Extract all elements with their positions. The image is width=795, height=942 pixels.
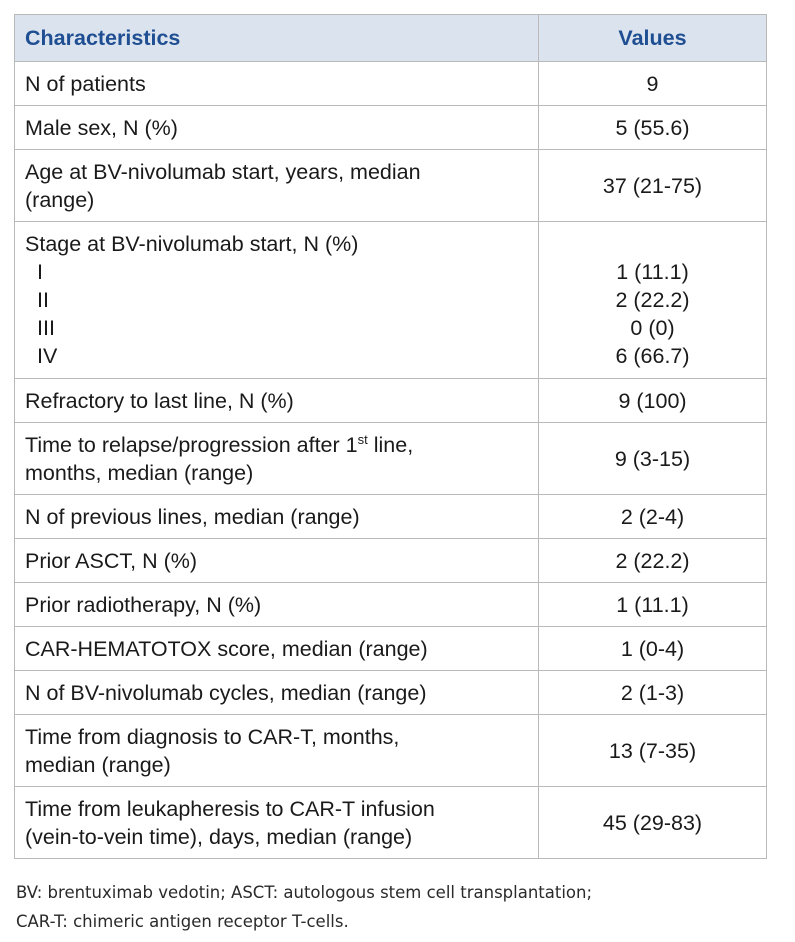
row-value: 1 (0-4) xyxy=(539,627,767,671)
table-row xyxy=(15,715,767,787)
stage-iii-value: 0 (0) xyxy=(630,316,675,340)
footnote-line: CAR-T: chimeric antigen receptor T-cells. xyxy=(16,912,349,931)
stage-value-spacer xyxy=(549,230,756,258)
row-label: CAR-HEMATOTOX score, median (range) xyxy=(15,627,539,671)
table-row xyxy=(15,62,767,106)
header-values: Values xyxy=(539,15,767,62)
row-value xyxy=(539,222,767,379)
row-value: 9 (100) xyxy=(539,379,767,423)
stage-title: Stage at BV-nivolumab start, N (%) xyxy=(25,232,359,256)
table-row xyxy=(15,627,767,671)
row-label-text: Time to relapse/progression after 1 xyxy=(25,432,358,457)
superscript: st xyxy=(357,431,368,447)
row-value: 2 (22.2) xyxy=(539,539,767,583)
row-label xyxy=(15,423,539,495)
row-label xyxy=(15,787,539,859)
stage-iii-label: III xyxy=(37,316,55,340)
row-label-line xyxy=(25,431,528,459)
row-label: Male sex, N (%) xyxy=(15,106,539,150)
table-header-row xyxy=(15,15,767,62)
table-footnote xyxy=(16,878,781,936)
row-label-text: line, xyxy=(367,432,414,457)
row-value: 1 (11.1) xyxy=(539,583,767,627)
table-row xyxy=(15,379,767,423)
row-label xyxy=(15,715,539,787)
row-value: 9 (3-15) xyxy=(539,423,767,495)
stage-i-label: I xyxy=(37,260,43,284)
table-row xyxy=(15,150,767,222)
header-characteristics: Characteristics xyxy=(15,15,539,62)
row-label: Refractory to last line, N (%) xyxy=(15,379,539,423)
row-label xyxy=(15,222,539,379)
footnote-line: BV: brentuximab vedotin; ASCT: autologous stem cell transplantation; xyxy=(16,883,593,902)
stage-ii-label: II xyxy=(37,288,49,312)
table-row xyxy=(15,495,767,539)
stage-iv-value: 6 (66.7) xyxy=(615,344,690,368)
row-value: 13 (7-35) xyxy=(539,715,767,787)
row-value: 2 (2-4) xyxy=(539,495,767,539)
row-label-line: Time from diagnosis to CAR-T, months, xyxy=(25,724,400,749)
stage-iv-label: IV xyxy=(37,344,58,368)
row-label-line: Age at BV-nivolumab start, years, median xyxy=(25,159,421,184)
row-label: N of previous lines, median (range) xyxy=(15,495,539,539)
table-row xyxy=(15,539,767,583)
row-label: N of patients xyxy=(15,62,539,106)
row-label xyxy=(15,150,539,222)
row-label: Prior ASCT, N (%) xyxy=(15,539,539,583)
table-row xyxy=(15,583,767,627)
row-label-line: months, median (range) xyxy=(25,460,254,485)
table-row xyxy=(15,423,767,495)
row-label-line: Time from leukapheresis to CAR-T infusion xyxy=(25,796,435,821)
row-value: 45 (29-83) xyxy=(539,787,767,859)
characteristics-table xyxy=(14,14,767,859)
table-row xyxy=(15,106,767,150)
table-row-stage xyxy=(15,222,767,379)
stage-i-value: 1 (11.1) xyxy=(616,260,689,284)
table-row xyxy=(15,671,767,715)
row-label-line: (range) xyxy=(25,187,95,212)
table-row xyxy=(15,787,767,859)
row-value: 37 (21-75) xyxy=(539,150,767,222)
row-value: 5 (55.6) xyxy=(539,106,767,150)
row-value: 2 (1-3) xyxy=(539,671,767,715)
characteristics-table-container xyxy=(14,14,766,859)
row-value: 9 xyxy=(539,62,767,106)
row-label: Prior radiotherapy, N (%) xyxy=(15,583,539,627)
row-label: N of BV-nivolumab cycles, median (range) xyxy=(15,671,539,715)
stage-ii-value: 2 (22.2) xyxy=(615,288,690,312)
row-label-line: median (range) xyxy=(25,752,171,777)
row-label-line: (vein-to-vein time), days, median (range) xyxy=(25,824,413,849)
